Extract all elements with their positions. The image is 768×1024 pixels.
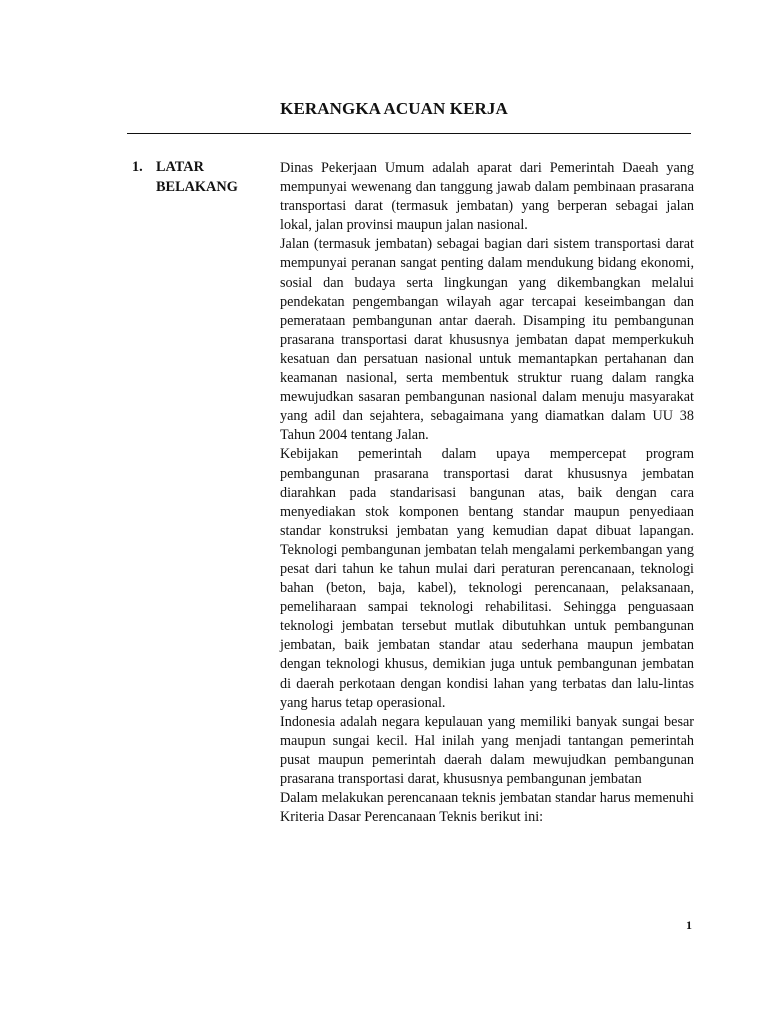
paragraph: Dinas Pekerjaan Umum adalah aparat dari Pemerintah Daeah yang mempunyai wewenang dan tanggung jawab dalam pembinaan prasarana transportasi darat (termasuk jembatan) yang berperan sebagai jalan lokal, jalan provinsi maupun jalan nasional. bbox=[280, 160, 694, 234]
section-body bbox=[280, 159, 694, 827]
page-number: 1 bbox=[686, 918, 692, 932]
section-heading-line2: BELAKANG bbox=[156, 179, 238, 195]
paragraph: Indonesia adalah negara kepulauan yang memiliki banyak sungai besar maupun sungai kecil. Hal inilah yang menjadi tantangan pemerintah pusat maupun pemerintah daerah dalam mewujudkan pembangunan prasarana transportasi darat, khususnya pembangunan jembatan bbox=[280, 713, 694, 787]
section-number: 1. bbox=[132, 159, 143, 175]
section-heading-line1: LATAR bbox=[156, 159, 204, 175]
paragraph: Jalan (termasuk jembatan) sebagai bagian dari sistem transportasi darat mempunyai peranan sangat penting dalam mendukung bidang ekonomi, sosial dan budaya serta lingkungan yang dikembangkan melalui pendekatan pengembangan wilayah agar tercapai keseimbangan dan pemerataan pembangunan antar daerah. Disamping itu pembangunan prasarana transportasi darat khususnya jembatan dapat memperkukuh kesatuan dan persatuan nasional untuk memantapkan pertahanan dan keamanan nasional, serta membentuk struktur ruang dalam rangka mewujudkan sasaran pembangunan nasional dalam menuju masyarakat yang adil dan sejahtera, sebagaimana yang diamatkan dalam UU 38 Tahun 2004 tentang Jalan. bbox=[280, 236, 694, 444]
title-divider bbox=[127, 133, 691, 134]
paragraph: Dalam melakukan perencanaan teknis jembatan standar harus memenuhi Kriteria Dasar Perencanaan Teknis berikut ini: bbox=[280, 790, 694, 826]
paragraph: Kebijakan pemerintah dalam upaya mempercepat program pembangunan prasarana transportasi darat khususnya jembatan diarahkan pada standarisasi bangunan atas, baik dengan cara menyediakan stok komponen bentang standar maupun penyediaan standar konstruksi jembatan yang kemudian dapat dibuat lapangan. Teknologi pembangunan jembatan telah mengalami perkembangan yang pesat dari tahun ke tahun mulai dari peraturan perencanaan, teknologi bahan (beton, baja, kabel), teknologi perencanaan, pelaksanaan, pemeliharaan sampai teknologi rehabilitasi. Sehingga penguasaan teknologi jembatan tersebut mutlak dibutuhkan untuk pembangunan jembatan, baik jembatan standar atau sederhana maupun jembatan dengan teknologi khusus, demikian juga untuk pembangunan jembatan di daerah perkotaan dengan kondisi lahan yang terbatas dan lalu-lintas yang harus tetap operasional. bbox=[280, 446, 694, 711]
section-heading bbox=[132, 157, 238, 197]
document-title: KERANGKA ACUAN KERJA bbox=[280, 99, 508, 118]
